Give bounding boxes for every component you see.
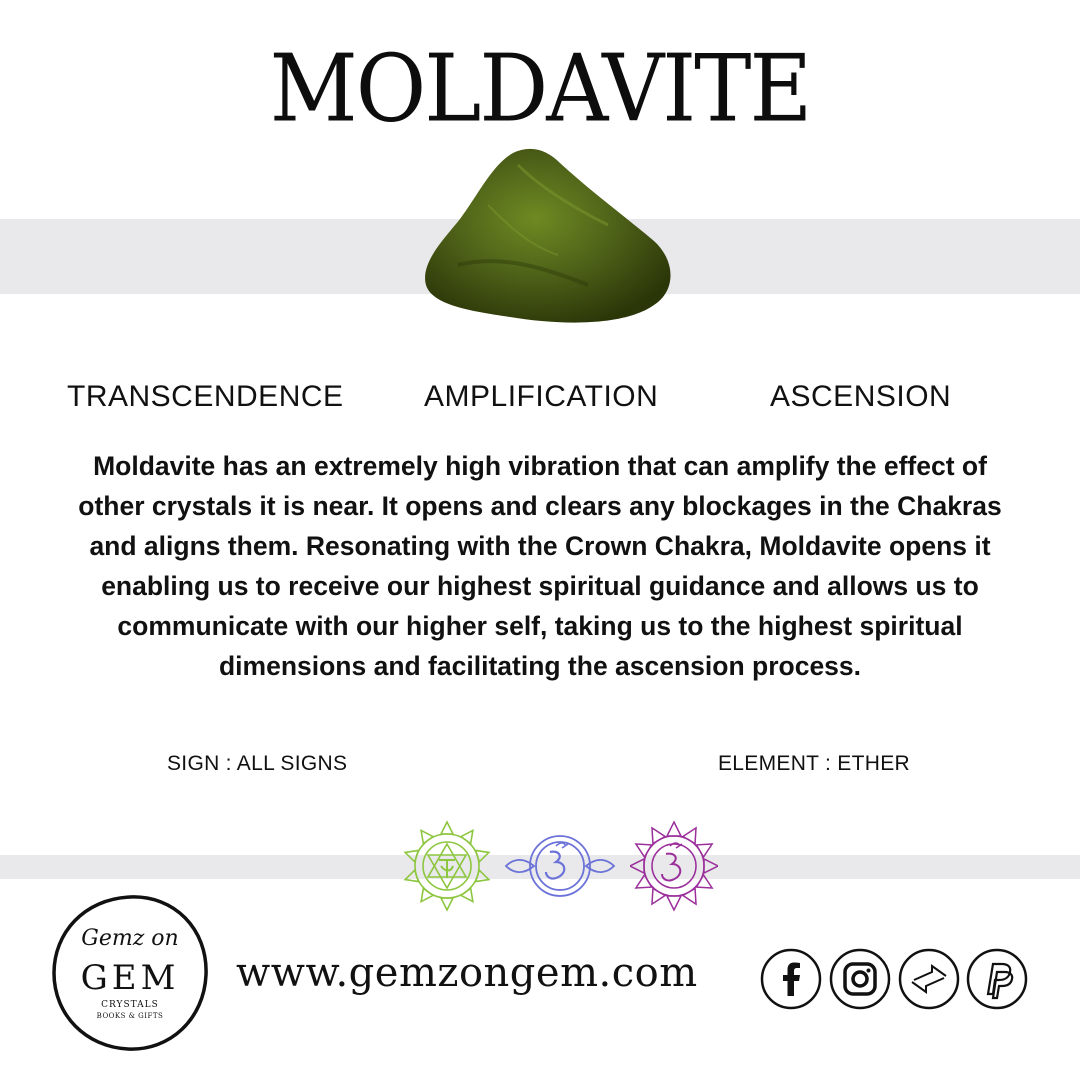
- description-text: Moldavite has an extremely high vibration that can amplify the effect of other crystals it is near. It opens and clears any blockages in the Chakras and aligns them. Resonating with the Crown Chakra, Moldavite opens it enabling us to receive our highest spiritual guidance and allows us to communicate with our higher self, taking us to the highest spiritual dimensions and facilitating the ascension process.: [78, 451, 1002, 681]
- keyword-amplification: AMPLIFICATION: [424, 380, 659, 413]
- page-title: MOLDAVITE: [269, 34, 811, 143]
- logo-line1-text: CRYSTALS: [101, 1000, 159, 1010]
- facebook-icon[interactable]: [760, 948, 822, 1010]
- crown-chakra-icon: [630, 820, 718, 912]
- logo-line2-text: BOOKS & GIFTS: [96, 1012, 164, 1020]
- moldavite-stone-image: [418, 145, 678, 335]
- third-eye-chakra-icon: [504, 820, 616, 912]
- logo-script-text: Gemz on: [81, 926, 179, 951]
- heart-chakra-icon: [402, 820, 492, 912]
- keyword-transcendence: TRANSCENDENCE: [67, 380, 344, 413]
- sign-label: SIGN : ALL SIGNS: [167, 752, 348, 775]
- gemz-on-gem-logo: [50, 893, 210, 1053]
- element-label: ELEMENT : ETHER: [718, 752, 910, 775]
- exchange-icon[interactable]: [898, 948, 960, 1010]
- keyword-ascension: ASCENSION: [770, 380, 952, 413]
- website-link[interactable]: www.gemzongem.com: [236, 950, 698, 996]
- keywords-row: [0, 380, 1080, 416]
- instagram-icon[interactable]: [829, 948, 891, 1010]
- logo-main-text: GEM: [80, 958, 180, 998]
- paypal-icon[interactable]: [966, 948, 1028, 1010]
